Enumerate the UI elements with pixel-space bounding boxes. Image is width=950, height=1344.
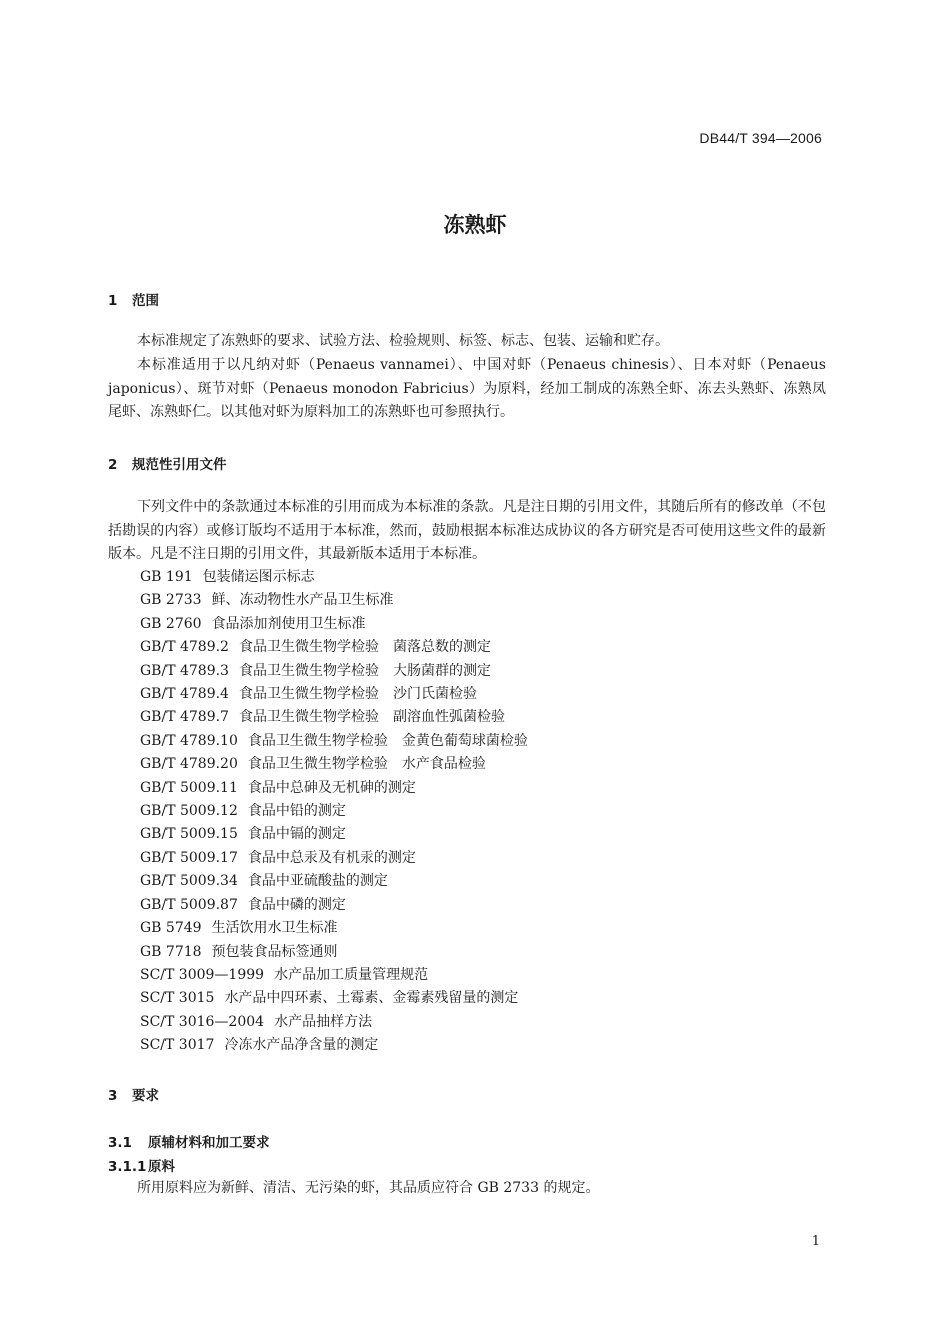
section-number: 1 <box>108 293 118 309</box>
reference-code: GB/T 5009.17 <box>140 849 238 866</box>
reference-item <box>140 847 528 870</box>
subsection-3-1-1-heading <box>108 1155 175 1175</box>
reference-code: GB/T 4789.4 <box>140 686 229 703</box>
section-title: 要求 <box>132 1088 159 1104</box>
reference-code: GB/T 5009.11 <box>140 779 238 796</box>
reference-title: 水产品抽样方法 <box>274 1013 373 1030</box>
reference-item <box>140 753 528 776</box>
reference-code: GB/T 4789.3 <box>140 662 229 679</box>
reference-code: SC/T 3016—2004 <box>140 1013 265 1030</box>
section-number: 3 <box>108 1088 118 1104</box>
reference-title: 食品卫生微生物学检验 大肠菌群的测定 <box>238 662 491 679</box>
reference-title: 预包装食品标签通则 <box>211 943 338 960</box>
reference-title: 鲜、冻动物性水产品卫生标准 <box>211 592 394 609</box>
reference-item <box>140 870 528 893</box>
reference-item <box>140 683 528 706</box>
reference-item <box>140 566 528 589</box>
section-title: 范围 <box>132 293 159 309</box>
reference-code: GB 2733 <box>140 592 202 609</box>
section-3-heading <box>108 1084 159 1104</box>
section-1-paragraph-1: 本标准规定了冻熟虾的要求、试验方法、检验规则、标签、标志、包装、运输和贮存。 <box>137 333 669 349</box>
reference-item <box>140 917 528 940</box>
reference-title: 包装储运图示标志 <box>202 569 315 585</box>
subsection-number: 3.1.1 <box>108 1159 147 1175</box>
reference-code: GB/T 4789.20 <box>140 756 238 773</box>
reference-item <box>140 777 528 800</box>
reference-title: 食品卫生微生物学检验 金黄色葡萄球菌检验 <box>247 732 528 749</box>
section-1-paragraph-2: 本标准适用于以凡纳对虾（Penaeus vannamei）、中国对虾（Penaeus chinesis）、日本对虾（Penaeus japonicus）、斑节对虾（Penaeus monodon Fabricius）为原料，经加工制成的冻熟全虾、冻去头熟虾、冻熟凤尾虾、冻熟虾仁。以其他对虾为原料加工的冻熟虾也可参照执行。 <box>108 357 826 420</box>
reference-title: 食品中亚硫酸盐的测定 <box>247 873 388 890</box>
reference-title: 生活饮用水卫生标准 <box>211 920 338 937</box>
reference-title: 食品卫生微生物学检验 副溶血性弧菌检验 <box>238 709 505 726</box>
reference-code: SC/T 3009—1999 <box>140 966 265 983</box>
reference-title: 食品中总砷及无机砷的测定 <box>247 779 416 796</box>
reference-item <box>140 636 528 659</box>
reference-code: SC/T 3017 <box>140 1037 215 1054</box>
reference-code: GB 7718 <box>140 943 202 960</box>
reference-item <box>140 964 528 987</box>
subsection-title: 原辅材料和加工要求 <box>148 1135 270 1151</box>
reference-title: 食品中铅的测定 <box>247 803 346 820</box>
reference-title: 水产品加工质量管理规范 <box>274 966 429 983</box>
document-title: 冻熟虾 <box>443 213 507 237</box>
reference-item <box>140 706 528 729</box>
reference-code: GB/T 4789.10 <box>140 732 238 749</box>
reference-title: 食品中总汞及有机汞的测定 <box>247 849 416 866</box>
reference-item <box>140 1034 528 1057</box>
section-2-paragraph: 下列文件中的条款通过本标准的引用而成为本标准的条款。凡是注日期的引用文件，其随后所有的修改单（不包括勘误的内容）或修订版均不适用于本标准，然而，鼓励根据本标准达成协议的各方研究是否可使用这些文件的最新版本。凡是不注日期的引用文件，其最新版本适用于本标准。 <box>108 499 826 562</box>
document-number: DB44/T 394—2006 <box>699 130 822 146</box>
section-1-heading <box>108 289 159 309</box>
reference-item <box>140 941 528 964</box>
subsection-title: 原料 <box>148 1159 175 1175</box>
subsection-3-1-1-paragraph: 所用原料应为新鲜、清洁、无污染的虾，其品质应符合 GB 2733 的规定。 <box>137 1180 600 1196</box>
reference-code: GB/T 4789.7 <box>140 709 229 726</box>
reference-title: 食品卫生微生物学检验 水产食品检验 <box>247 756 486 773</box>
reference-item <box>140 1011 528 1034</box>
reference-item <box>140 823 528 846</box>
reference-title: 冷冻水产品净含量的测定 <box>224 1037 379 1054</box>
reference-code: GB 5749 <box>140 920 202 937</box>
reference-title: 食品卫生微生物学检验 沙门氏菌检验 <box>238 686 477 703</box>
reference-code: GB/T 5009.15 <box>140 826 238 843</box>
reference-title: 食品添加剂使用卫生标准 <box>211 615 366 632</box>
reference-title: 食品卫生微生物学检验 菌落总数的测定 <box>238 639 491 656</box>
section-2-heading <box>108 453 227 473</box>
reference-title: 食品中镉的测定 <box>247 826 346 843</box>
reference-code: GB/T 5009.34 <box>140 873 238 890</box>
reference-title: 水产品中四环素、土霉素、金霉素残留量的测定 <box>224 990 519 1007</box>
reference-item <box>140 987 528 1010</box>
reference-code: GB 191 <box>140 569 193 585</box>
reference-code: GB/T 5009.87 <box>140 896 238 913</box>
reference-code: SC/T 3015 <box>140 990 215 1007</box>
reference-item <box>140 800 528 823</box>
reference-title: 食品中磷的测定 <box>247 896 346 913</box>
reference-item <box>140 613 528 636</box>
subsection-3-1-heading <box>108 1131 270 1151</box>
reference-code: GB/T 5009.12 <box>140 803 238 820</box>
reference-code: GB/T 4789.2 <box>140 639 229 656</box>
reference-item <box>140 894 528 917</box>
reference-item <box>140 660 528 683</box>
page-number: 1 <box>811 1234 820 1249</box>
reference-code: GB 2760 <box>140 615 202 632</box>
normative-references-list <box>140 566 528 1058</box>
section-number: 2 <box>108 457 118 473</box>
reference-item <box>140 730 528 753</box>
subsection-number: 3.1 <box>108 1135 132 1151</box>
section-title: 规范性引用文件 <box>132 457 227 473</box>
reference-item <box>140 589 528 612</box>
